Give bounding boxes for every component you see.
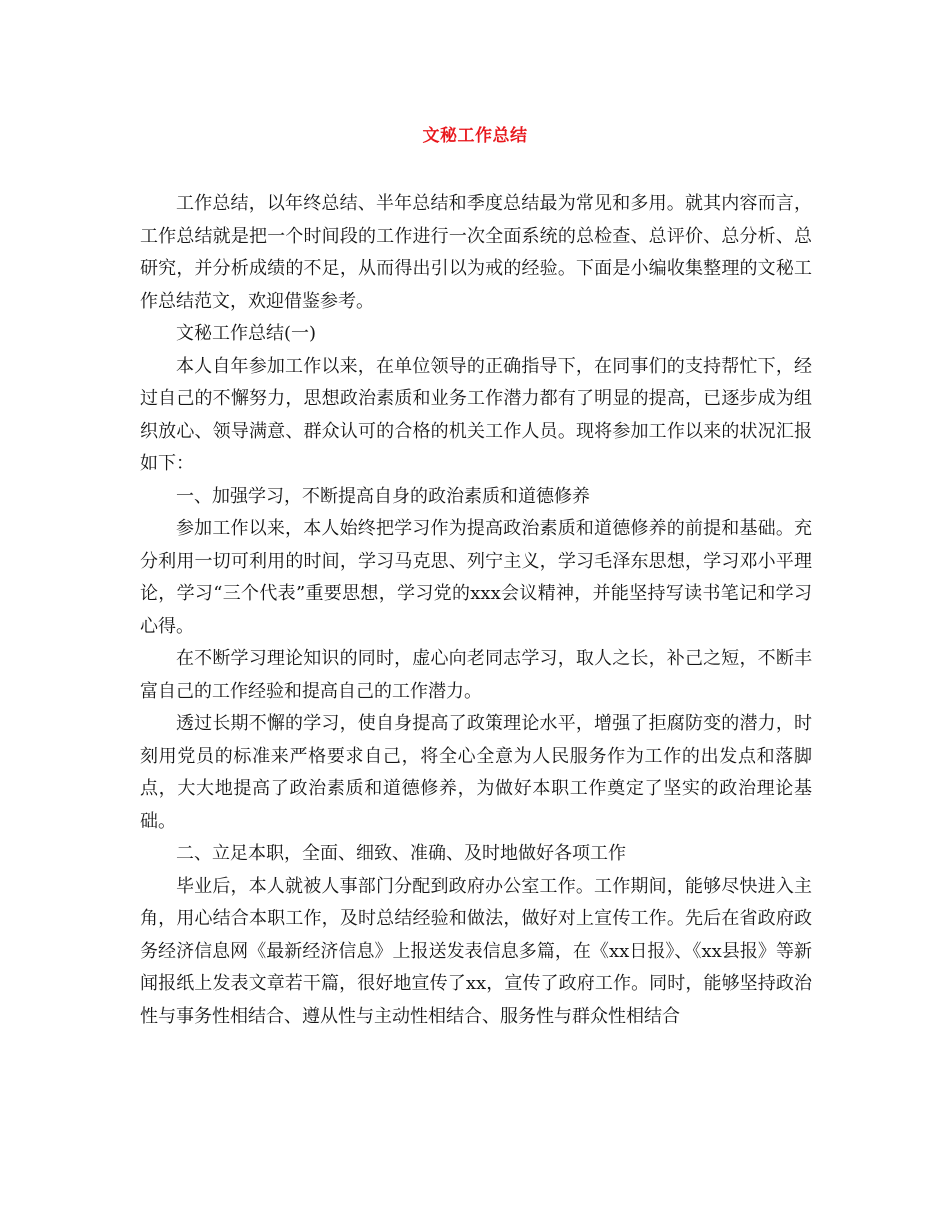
paragraph-study-3: 透过长期不懈的学习，使自身提高了政策理论水平，增强了拒腐防变的潜力，时刻用党员的标准来严格要求自己，将全心全意为人民服务作为工作的出发点和落脚点，大大地提高了政治素质和道德修养，为做好本职工作奠定了坚实的政治理论基础。 (140, 713, 812, 832)
document-body (140, 188, 812, 1033)
paragraph-opening: 本人自年参加工作以来，在单位领导的正确指导下，在同事们的支持帮忙下，经过自己的不懈努力，思想政治素质和业务工作潜力都有了明显的提高，已逐步成为组织放心、领导满意、群众认可的合格的机关工作人员。现将参加工作以来的状况汇报如下： (140, 355, 812, 474)
heading-duty: 二、立足本职，全面、细致、准确、及时地做好各项工作 (176, 843, 626, 864)
section-heading-part-one: 文秘工作总结(一) (176, 323, 317, 344)
paragraph-study-1: 参加工作以来，本人始终把学习作为提高政治素质和道德修养的前提和基础。充分利用一切可利用的时间，学习马克思、列宁主义，学习毛泽东思想，学习邓小平理论，学习“三个代表”重要思想，学习党的xxx会议精神，并能坚持写读书笔记和学习心得。 (140, 518, 812, 637)
paragraph-intro: 工作总结，以年终总结、半年总结和季度总结最为常见和多用。就其内容而言，工作总结就是把一个时间段的工作进行一次全面系统的总检查、总评价、总分析、总研究，并分析成绩的不足，从而得出引以为戒的经验。下面是小编收集整理的文秘工作总结范文，欢迎借鉴参考。 (140, 193, 812, 312)
paragraph-study-2: 在不断学习理论知识的同时，虚心向老同志学习，取人之长，补己之短，不断丰富自己的工作经验和提高自己的工作潜力。 (140, 648, 812, 702)
paragraph-duty-1: 毕业后，本人就被人事部门分配到政府办公室工作。工作期间，能够尽快进入主角，用心结合本职工作，及时总结经验和做法，做好对上宣传工作。先后在省政府政务经济信息网《最新经济信息》上报送发表信息多篇，在《xx日报》、《xx县报》等新闻报纸上发表文章若干篇，很好地宣传了xx，宣传了政府工作。同时，能够坚持政治性与事务性相结合、遵从性与主动性相结合、服务性与群众性相结合 (140, 875, 812, 1027)
heading-study: 一、加强学习，不断提高自身的政治素质和道德修养 (176, 485, 590, 507)
document-title: 文秘工作总结 (422, 126, 528, 146)
